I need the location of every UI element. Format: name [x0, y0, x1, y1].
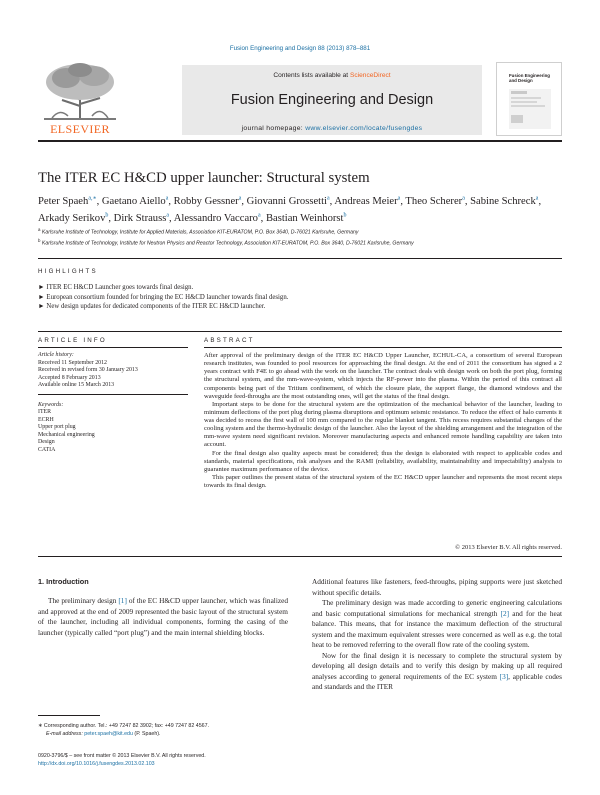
author-affiliation-mark: a: [166, 212, 170, 219]
abstract-heading-rule: [204, 347, 562, 348]
author-name: Robby Gessner: [173, 195, 239, 207]
keyword: CATIA: [38, 446, 56, 453]
author-name: Sabine Schreck: [470, 195, 536, 207]
highlight-item: ► European consortium founded for bringing the EC H&CD launcher towards final design.: [38, 293, 289, 301]
publisher-wordmark: ELSEVIER: [50, 122, 110, 136]
affiliation-b: [38, 237, 562, 248]
author-affiliation-mark: a: [462, 195, 465, 201]
author[interactable]: Peter Spaeh$^{a,∗}$,: [38, 195, 102, 207]
author[interactable]: Sabine Schreck$^a$,: [470, 195, 542, 207]
footnote-rule: [38, 715, 100, 716]
author-name: Arkady Serikov: [38, 213, 106, 225]
journal-citation[interactable]: Fusion Engineering and Design 88 (2013) 878–881: [229, 45, 371, 52]
history-item: Received 11 September 2012: [38, 359, 107, 366]
cover-title: [509, 73, 550, 83]
author-affiliation-mark: a: [257, 212, 261, 219]
body-paragraph: Now for the final design it is necessary to complete the structural system by developing all design details and to verify this design by making up all required analyses according to general requirements of the EC system [3], applicable codes and standards and the ITER: [312, 650, 562, 691]
author-name: Bastian Weinhorst: [265, 213, 344, 225]
author[interactable]: Theo Scherer$^a$,: [405, 195, 471, 207]
highlight-item: ► ITER EC H&CD Launcher goes towards final design.: [38, 284, 194, 291]
author-name: Andreas Meier: [334, 195, 398, 207]
author-affiliation-mark: b: [105, 212, 109, 219]
email-link[interactable]: peter.spaeh@kit.edu: [84, 731, 133, 738]
affiliation-text: Karlsruhe Institute of Technology, Institute for Applied Materials, Association KIT-EURATOM, P.O. Box 3640, D-76021 Karlsruhe, Germany: [41, 229, 359, 236]
affiliation-mark: b: [38, 237, 41, 243]
author-affiliation-mark: a: [535, 195, 539, 201]
abstract-paragraph: After approval of the preliminary design of the ITER EC H&CD Upper Launcher, ECHUL-CA, a consortium of several European research institutes, was founded to pool resources for approaching the final design. At the end of 2011 the consortium has signed a 2 years contract with F4E to go ahead with the work on the launcher. The contract deals with design work on both the port plug, forming the structural system, and the mm-wave-system, which injects the RF-power into the plasma. Within the period of this contract all components being part of the Tritium confinement, of which the closure plate, the support flange, the diamond windows and the waveguide feed-throughs are the most outstanding ones, will get the status of the final design.: [204, 352, 562, 400]
reference-link[interactable]: [1]: [118, 596, 127, 605]
cover-title-line-1: Fusion Engineering: [509, 73, 550, 78]
homepage-link[interactable]: www.elsevier.com/locate/fusengdes: [305, 125, 423, 132]
author[interactable]: Giovanni Grossetti$^a$,: [246, 195, 335, 207]
corresponding-author-note: [38, 722, 288, 739]
header-divider: [38, 140, 562, 142]
history-item: Accepted 8 February 2013: [38, 374, 101, 381]
author-affiliation-mark: a: [238, 195, 242, 201]
body-paragraph: Additional features like fasteners, feed-throughs, piping supports were just sketched without specific details.: [312, 577, 562, 597]
abstract-bottom-rule: [38, 556, 562, 557]
affiliations: [38, 226, 562, 248]
section-heading: 1. Introduction: [38, 577, 89, 586]
author-affiliation-mark: a: [327, 195, 330, 201]
keyword: ITER: [38, 409, 52, 415]
abstract-heading: ABSTRACT: [204, 337, 255, 344]
abstract-paragraph: Important steps to be done for the structural system are the optimization of the mechanical behavior of the launcher, leading to minimum deflections of the port plug during plasma disruptions and optimum seismic resistance. To reduce the effect of halo currents it was decided to recess the first wall of 100 mm compared to the regular blanket tangent. This recess requires substantial changes of the cooling system and the thermo-hydraulic design of the launcher. Also the layout of the shielding arrangement and the integration of the mm-wave system need significant revision. Moreover manufacturing aspects and enhanced remote handling capability are taken into account.: [204, 400, 562, 449]
article-info: [38, 352, 188, 454]
affiliation-mark: a: [38, 227, 41, 232]
author[interactable]: [266, 213, 347, 224]
right-column: [312, 577, 562, 693]
author-name: Peter Spaeh: [38, 195, 89, 207]
author[interactable]: Andreas Meier$^a$,: [334, 195, 406, 207]
abstract-paragraph: For the final design also quality aspects must be considered; thus the design is elaborated with respect to applicable codes and standards, material specifications, risk analyses and the RAMI (reliability, availability, maintainability and impectability) analysis to guarantee maximum performance of the device.: [204, 449, 562, 473]
author-affiliation-mark: a,∗: [88, 195, 97, 201]
reference-link[interactable]: [3]: [499, 671, 509, 681]
body-paragraph: The preliminary design was made according to generic engineering calculations and basic computational simulations for mechanical strength [2] and for the heat balance. This means, that for instance the maximum deflection of the structural system and the maximum equivalent stresses were concerned as well as e.g. the total heat to be removed referring to the overall flow rate of the cooling system.: [312, 598, 562, 649]
front-matter-info: [38, 752, 288, 769]
author-list: [38, 191, 562, 226]
highlights-top-rule: [38, 258, 562, 259]
abstract-body: [204, 352, 562, 490]
author-name: Alessandro Vaccaro: [173, 213, 258, 225]
author-affiliation-mark: a: [165, 195, 169, 201]
author[interactable]: Robby Gessner$^a$,: [173, 195, 247, 207]
history-label: Article history:: [38, 352, 74, 358]
homepage-label: journal homepage:: [241, 125, 306, 132]
keywords-label: Keywords:: [38, 401, 64, 408]
info-divider: [38, 390, 188, 395]
author-name: Gaetano Aiello: [101, 195, 166, 207]
journal-homepage: [182, 125, 482, 132]
author-name: Dirk Strauss: [113, 213, 167, 225]
keyword: Upper port plug: [38, 424, 76, 430]
author-affiliation-mark: a: [397, 195, 401, 201]
affiliation-text: Karlsruhe Institute of Technology, Institute for Neutron Physics and Reactor Technology, Association KIT-EURATOM, P.O. Box 3640, D-76021 Karlsruhe, Germany: [41, 240, 414, 247]
highlights-list: [38, 283, 562, 312]
highlight-item: ► New design updates for dedicated components of the ITER EC H&CD launcher.: [38, 303, 266, 311]
reference-link[interactable]: [2]: [500, 608, 510, 618]
history-item: Available online 15 March 2013: [38, 382, 115, 388]
article-title: The ITER EC H&CD upper launcher: Structural system: [38, 170, 370, 186]
history-item: Received in revised form 30 January 2013: [38, 367, 138, 373]
author[interactable]: Gaetano Aiello$^a$,: [101, 195, 174, 207]
info-heading-rule: [38, 347, 188, 348]
sciencedirect-link[interactable]: ScienceDirect: [349, 72, 391, 79]
issn-line: 0920-3796/$ – see front matter © 2013 Elsevier B.V. All rights reserved.: [38, 753, 206, 759]
doi-link[interactable]: http://dx.doi.org/10.1016/j.fusengdes.2013.02.103: [38, 761, 155, 768]
journal-cover-thumbnail: [496, 62, 562, 136]
contents-prefix: Contents lists available at: [273, 72, 350, 79]
contents-line: [182, 72, 482, 79]
author-name: Giovanni Grossetti: [246, 195, 327, 207]
copyright-line: © 2013 Elsevier B.V. All rights reserved.: [455, 544, 562, 551]
author[interactable]: Alessandro Vaccaro$^a$,: [173, 212, 266, 225]
journal-title: Fusion Engineering and Design: [230, 92, 434, 108]
keyword: Mechanical engineering: [38, 431, 95, 438]
author-affiliation-mark: b: [343, 212, 347, 219]
affiliation-a: [38, 226, 562, 237]
cover-title-line-2: and Design: [509, 78, 533, 83]
article-info-heading: ARTICLE INFO: [38, 337, 107, 344]
highlights-heading: HIGHLIGHTS: [38, 268, 98, 275]
keyword: ECRH: [38, 416, 54, 423]
info-top-rule: [38, 331, 562, 332]
corresponding-text: ∗ Corresponding author. Tel.: +49 7247 82 3902; fax: +49 7247 82 4567.: [38, 723, 210, 729]
author-name: Theo Scherer: [405, 195, 463, 207]
keyword: Design: [38, 439, 55, 445]
author[interactable]: Arkady Serikov$^b$,: [38, 212, 114, 225]
email-line: E-mail address: peter.spaeh@kit.edu (P. Spaeh).: [46, 731, 161, 738]
left-column: [38, 596, 288, 638]
abstract-paragraph: This paper outlines the present status of the structural system of the EC H&CD upper launcher and represents the most recent steps towards its final design.: [204, 473, 562, 489]
body-paragraph: The preliminary design [1] of the EC H&CD upper launcher, which was finalized and approved at the end of 2009 represented the basic layout of the structural system of the launcher, including all individual components, forming the casing of the launcher (typically called “port plug”) and the main internal shielding blocks.: [38, 596, 288, 637]
email-label: E-mail address:: [46, 731, 85, 738]
author[interactable]: Dirk Strauss$^a$,: [113, 212, 174, 225]
cover-artwork: [509, 89, 551, 129]
